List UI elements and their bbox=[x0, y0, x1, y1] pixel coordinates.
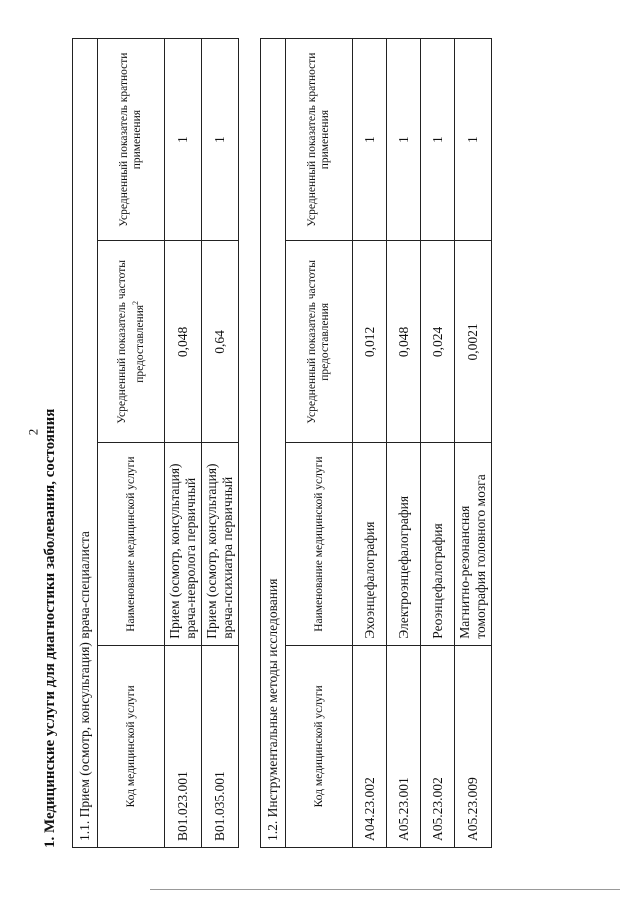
footnote-marker: 2 bbox=[130, 300, 140, 305]
header-name: Наименование медицинской услуги bbox=[286, 443, 353, 645]
table-caption: 1.1. Прием (осмотр, консультация) врача-специалиста bbox=[73, 39, 98, 848]
service-frequency: 0,048 bbox=[387, 241, 421, 443]
header-multiplicity: Усредненный показатель кратности применения bbox=[98, 39, 165, 241]
header-name: Наименование медицинской услуги bbox=[98, 443, 165, 645]
service-frequency: 0,048 bbox=[165, 241, 202, 443]
service-frequency: 0,0021 bbox=[455, 241, 492, 443]
service-name: Реоэнцефалография bbox=[421, 443, 455, 645]
bottom-edge-line bbox=[150, 889, 620, 890]
service-name: Прием (осмотр, консультация) врача-невролога первичный bbox=[165, 443, 202, 645]
table-row bbox=[421, 39, 455, 848]
header-frequency: Усредненный показатель частоты предоставления bbox=[286, 241, 353, 443]
header-code: Код медицинской услуги bbox=[286, 645, 353, 847]
service-code: A05.23.001 bbox=[387, 645, 421, 847]
service-code: A05.23.002 bbox=[421, 645, 455, 847]
services-table-consultations bbox=[72, 38, 239, 848]
service-name: Эхоэнцефалография bbox=[353, 443, 387, 645]
services-table-instrumental bbox=[260, 38, 492, 848]
section-heading: 1. Медицинские услуги для диагностики заболевания, состояния bbox=[42, 408, 58, 848]
service-name: Магнитно-резонансная томография головного мозга bbox=[455, 443, 492, 645]
service-multiplicity: 1 bbox=[421, 39, 455, 241]
table-row bbox=[165, 39, 202, 848]
service-frequency: 0,64 bbox=[202, 241, 239, 443]
header-code: Код медицинской услуги bbox=[98, 645, 165, 847]
service-code: B01.035.001 bbox=[202, 645, 239, 847]
service-multiplicity: 1 bbox=[353, 39, 387, 241]
service-frequency: 0,012 bbox=[353, 241, 387, 443]
service-code: A05.23.009 bbox=[455, 645, 492, 847]
table-caption: 1.2. Инструментальные методы исследования bbox=[261, 39, 286, 848]
document-body bbox=[42, 38, 602, 848]
service-name: Электроэнцефалография bbox=[387, 443, 421, 645]
table-row bbox=[353, 39, 387, 848]
table-section-1-2 bbox=[260, 38, 492, 848]
service-code: A04.23.002 bbox=[353, 645, 387, 847]
service-multiplicity: 1 bbox=[165, 39, 202, 241]
table-section-1-1 bbox=[72, 38, 239, 848]
service-multiplicity: 1 bbox=[387, 39, 421, 241]
table-row bbox=[387, 39, 421, 848]
header-frequency: Усредненный показатель частоты предоставления$^2$ bbox=[98, 241, 165, 443]
service-multiplicity: 1 bbox=[455, 39, 492, 241]
header-multiplicity: Усредненный показатель кратности применения bbox=[286, 39, 353, 241]
service-code: B01.023.001 bbox=[165, 645, 202, 847]
table-row bbox=[202, 39, 239, 848]
service-frequency: 0,024 bbox=[421, 241, 455, 443]
table-row bbox=[455, 39, 492, 848]
page-number: 2 bbox=[25, 428, 41, 436]
service-multiplicity: 1 bbox=[202, 39, 239, 241]
service-name: Прием (осмотр, консультация) врача-психиатра первичный bbox=[202, 443, 239, 645]
